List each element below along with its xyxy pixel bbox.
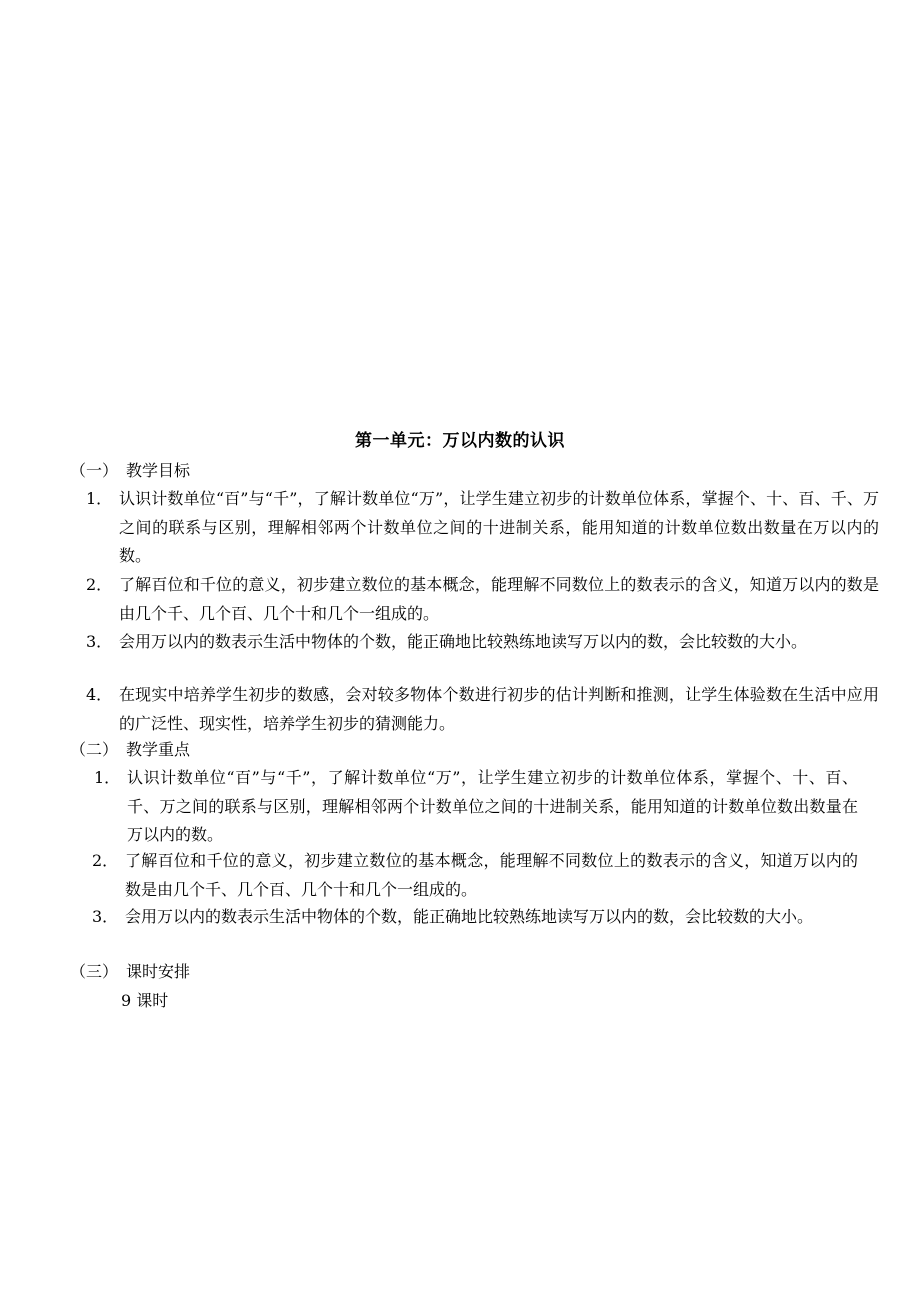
list-item-text: 了解百位和千位的意义，初步建立数位的基本概念，能理解不同数位上的数表示的含义，知道万以内的数是由几个千、几个百、几个十和几个一组成的。 (119, 575, 879, 623)
list-item-number: 4． (86, 685, 113, 704)
list-item-number: 2． (86, 575, 113, 594)
list-item-text: 会用万以内的数表示生活中物体的个数，能正确地比较熟练地读写万以内的数，会比较数的大小。 (119, 632, 808, 651)
list-item-text: 了解百位和千位的意义，初步建立数位的基本概念，能理解不同数位上的数表示的含义，知道万以内的数是由几个千、几个百、几个十和几个一组成的。 (125, 851, 858, 899)
list-item-number: 3． (92, 907, 119, 926)
section-title: 课时安排 (126, 962, 191, 981)
section-number: （三） (70, 962, 119, 981)
section-number: （二） (70, 740, 119, 759)
list-item (92, 903, 858, 932)
list-item (86, 485, 879, 571)
list-item-text: 认识计数单位“百”与“千”，了解计数单位“万”，让学生建立初步的计数单位体系，掌握个、十、百、千、万之间的联系与区别，理解相邻两个计数单位之间的十进制关系，能用知道的计数单位数出数量在万以内的数。 (127, 768, 858, 844)
list-item (86, 681, 879, 738)
section-title: 教学重点 (126, 740, 191, 759)
list-item-number: 3． (86, 632, 113, 651)
section-heading-objectives (70, 457, 190, 485)
list-item-text: 认识计数单位“百”与“千”，了解计数单位“万”，让学生建立初步的计数单位体系，掌握个、十、百、千、万之间的联系与区别，理解相邻两个计数单位之间的十进制关系，能用知道的计数单位数出数量在万以内的数。 (119, 489, 879, 565)
list-item-text: 会用万以内的数表示生活中物体的个数，能正确地比较熟练地读写万以内的数，会比较数的大小。 (125, 907, 814, 926)
section-heading-key-points (70, 736, 190, 764)
section-number: （一） (70, 461, 119, 480)
section-title: 教学目标 (126, 461, 191, 480)
list-item (92, 847, 858, 904)
class-hours-value: 9 课时 (121, 991, 169, 1010)
list-item-number: 2． (92, 851, 119, 870)
list-item (94, 764, 858, 850)
list-item-text: 在现实中培养学生初步的数感，会对较多物体个数进行初步的估计判断和推测，让学生体验数在生活中应用的广泛性、现实性，培养学生初步的猜测能力。 (119, 685, 879, 733)
list-item-number: 1． (86, 489, 113, 508)
list-item (86, 628, 879, 657)
unit-title: 第一单元：万以内数的认识 (355, 431, 565, 451)
section-heading-schedule (70, 958, 190, 986)
list-item-number: 1． (94, 768, 121, 787)
list-item (86, 571, 879, 628)
